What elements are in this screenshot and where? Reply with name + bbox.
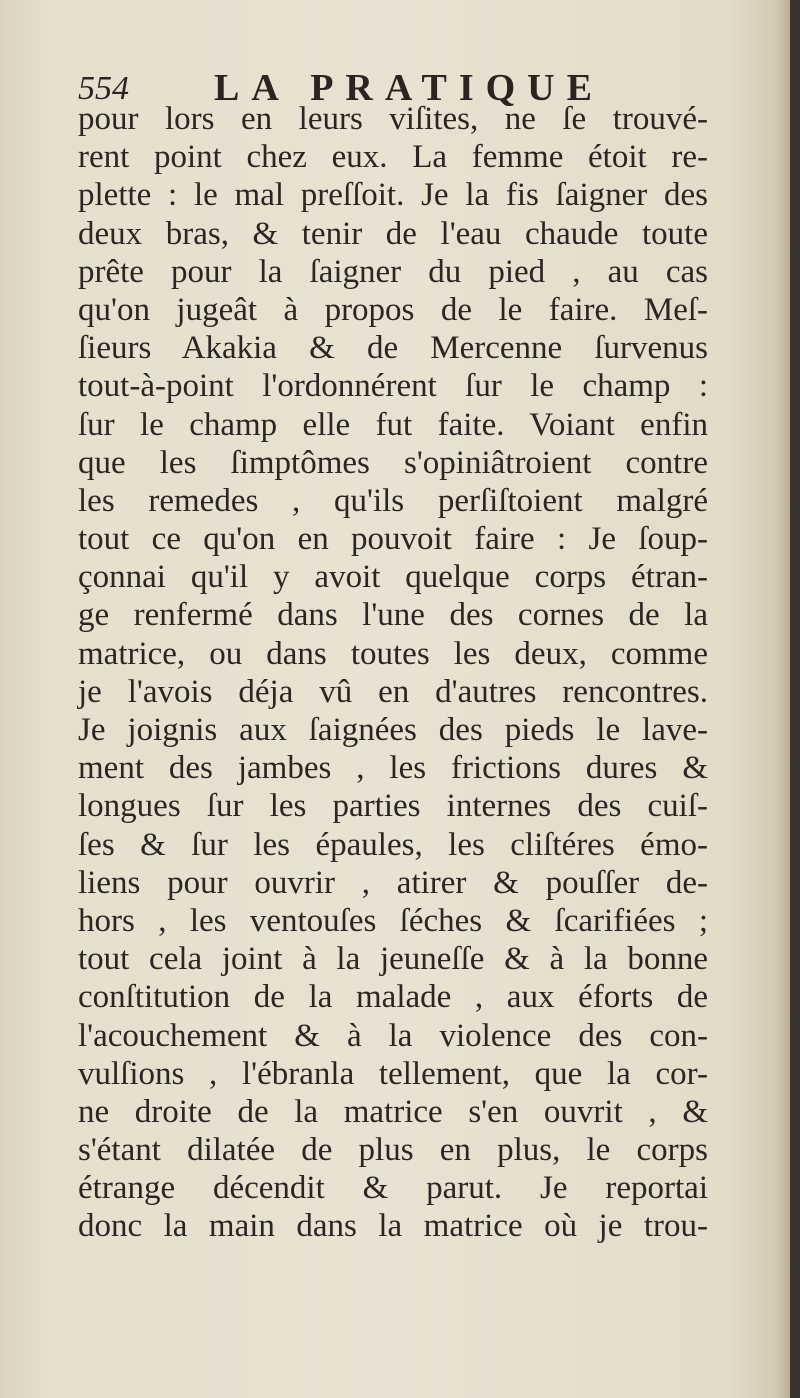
page-number: 554 — [78, 70, 129, 107]
text-line: tout cela joint à la jeuneſſe & à la bonne — [78, 941, 708, 978]
text-line: çonnai qu'il y avoit quelque corps étran- — [78, 559, 708, 596]
text-line: qu'on jugeât à propos de le faire. Meſ- — [78, 291, 708, 328]
text-line: l'acouchement & à la violence des con- — [78, 1017, 708, 1054]
body-text — [78, 100, 708, 1246]
text-line: ſieurs Akakia & de Mercenne ſurvenus — [78, 330, 708, 367]
text-line: pour lors en leurs viſites, ne ſe trouvé- — [78, 101, 708, 137]
text-line: rent point chez eux. La femme étoit re- — [78, 139, 708, 176]
text-line: vulſions , l'ébranla tellement, que la cor- — [78, 1055, 708, 1092]
text-line: hors , les ventouſes ſéches & ſcarifiées ; — [78, 902, 708, 939]
running-head: LA PRATIQUE — [214, 67, 604, 109]
text-line: ment des jambes , les frictions dures & — [78, 750, 708, 787]
text-line: conſtitution de la malade , aux éforts de — [78, 979, 708, 1016]
text-line: ſes & ſur les épaules, les cliſtéres émo- — [78, 826, 708, 863]
text-line: prête pour la ſaigner du pied , au cas — [78, 253, 708, 290]
text-line: que les ſimptômes s'opiniâtroient contre — [78, 444, 708, 481]
text-line: les remedes , qu'ils perſiſtoient malgré — [78, 482, 708, 519]
text-line: deux bras, & tenir de l'eau chaude toute — [78, 215, 708, 252]
text-line: liens pour ouvrir , atirer & pouſſer de- — [78, 864, 708, 901]
text-line: ſur le champ elle fut faite. Voiant enfin — [78, 406, 708, 443]
text-line: donc la main dans la matrice où je trou- — [78, 1208, 708, 1245]
text-line: longues ſur les parties internes des cuiſ- — [78, 788, 708, 825]
book-spine-edge — [790, 0, 800, 1398]
text-line: ge renfermé dans l'une des cornes de la — [78, 597, 708, 634]
text-line: tout-à-point l'ordonnérent ſur le champ : — [78, 368, 708, 405]
text-line: plette : le mal preſſoit. Je la fis ſaigner des — [78, 177, 708, 214]
text-line: tout ce qu'on en pouvoit faire : Je ſoup- — [78, 521, 708, 558]
text-line: je l'avois déja vû en d'autres rencontres. — [78, 673, 708, 710]
text-line: Je joignis aux ſaignées des pieds le lave- — [78, 712, 708, 748]
text-line: étrange décendit & parut. Je reportai — [78, 1170, 708, 1207]
text-line: matrice, ou dans toutes les deux, comme — [78, 635, 708, 672]
text-line: s'étant dilatée de plus en plus, le corps — [78, 1132, 708, 1169]
text-line: ne droite de la matrice s'en ouvrit , & — [78, 1093, 708, 1130]
